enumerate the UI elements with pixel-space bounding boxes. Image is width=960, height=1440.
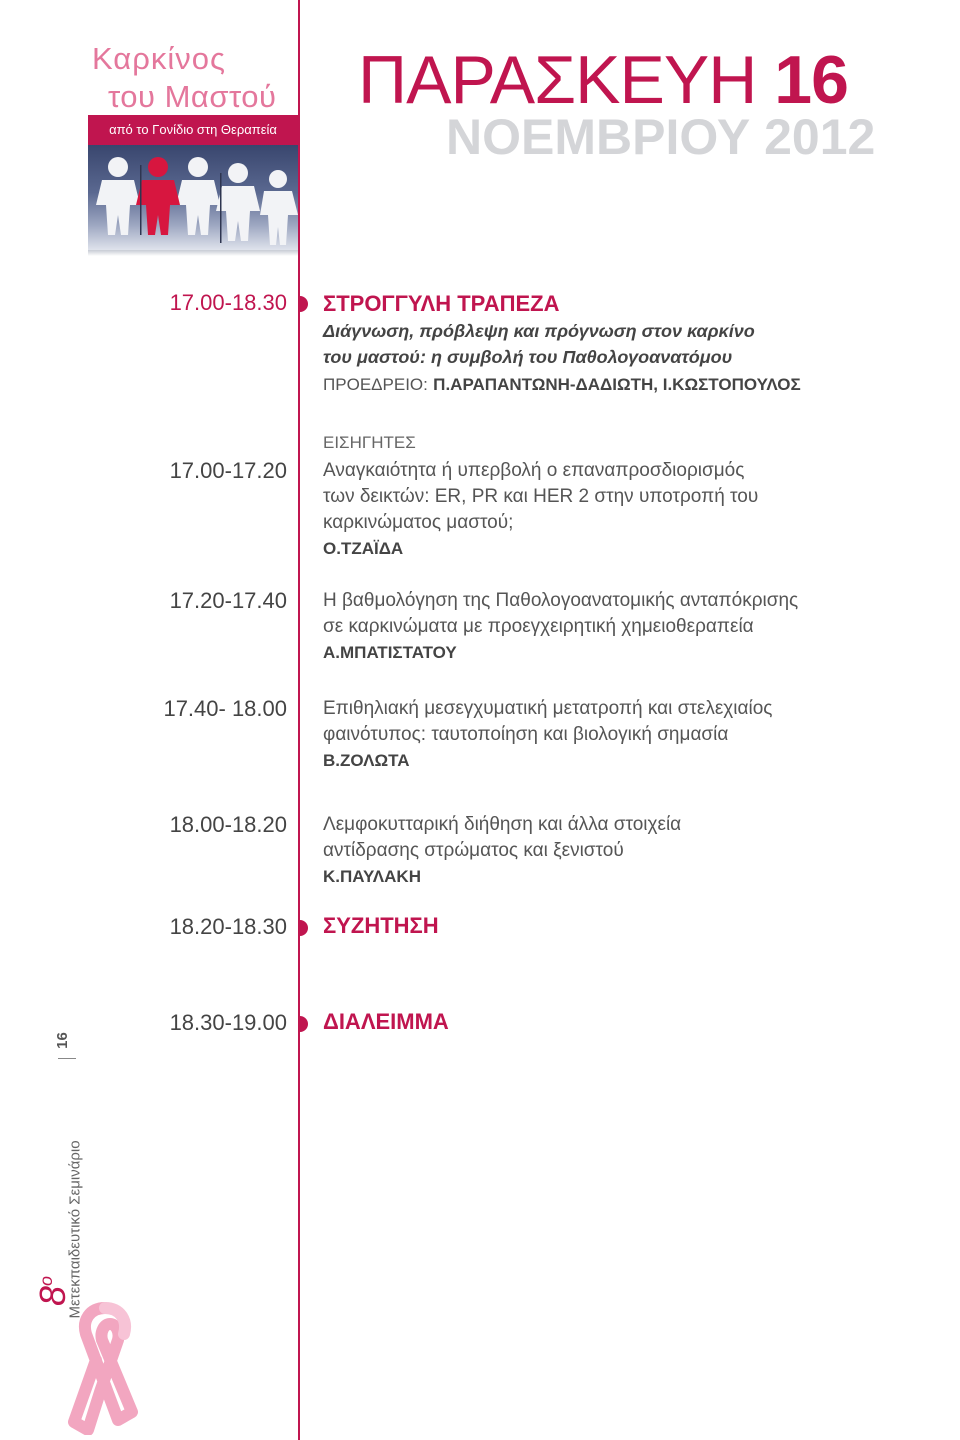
break-title: ΔΙΑΛΕΙΜΜΑ (323, 1009, 449, 1034)
talk-time: 17.40- 18.00 (163, 696, 287, 721)
session-title: ΣΤΡΟΓΓΥΛΗ ΤΡΑΠΕΖΑ (323, 291, 560, 316)
chair-row (323, 372, 933, 398)
page-number: 16 (53, 1032, 71, 1049)
logo-paper-dolls-image (88, 145, 298, 250)
discussion-title: ΣΥΖΗΤΗΣΗ (323, 913, 439, 938)
talk-line: Λεμφοκυτταρική διήθηση και άλλα στοιχεία (323, 814, 682, 835)
paper-dolls-icon (88, 145, 298, 250)
page-title-month: ΝΟΕΜΒΡΙΟΥ 2012 (446, 109, 876, 165)
talk-time: 17.20-17.40 (169, 588, 287, 613)
break-bullet (300, 1016, 308, 1032)
talk-item (323, 696, 933, 774)
session-time: 17.00-18.30 (169, 290, 287, 315)
discussion-time: 18.20-18.30 (169, 914, 287, 939)
break-time: 18.30-19.00 (169, 1010, 287, 1035)
logo-title (92, 40, 292, 116)
seminar-label: Μετεκπαιδευτικό Σεμινάριο (66, 1140, 84, 1319)
edition-digit: 8 (32, 1285, 74, 1307)
discussion-block (323, 912, 933, 940)
session-block (323, 290, 933, 398)
break-block (323, 1008, 933, 1036)
logo-shadow (88, 250, 298, 256)
day-word: ΠΑΡΑΣΚΕΥΗ (358, 42, 757, 118)
talk-line: φαινότυπος: ταυτοποίηση και βιολογική σημασία (323, 724, 729, 745)
talk-item (323, 588, 933, 666)
talk-line: των δεικτών: ER, PR και HER 2 στην υποτροπή του (323, 486, 759, 507)
pink-ribbon-icon (60, 1300, 150, 1435)
talk-line: Αναγκαιότητα ή υπερβολή ο επαναπροσδιορισμός (323, 460, 745, 481)
edition-suffix: ο (36, 1275, 57, 1286)
talk-author: Α.ΜΠΑΤΙΣΤΑΤΟΥ (323, 643, 457, 662)
session-bullet (300, 296, 308, 312)
talk-line: αντίδρασης στρώματος και ξενιστού (323, 840, 624, 861)
talk-author: Ο.ΤΖΑΪΔΑ (323, 539, 404, 558)
talk-author: Β.ΖΟΛΩΤΑ (323, 751, 410, 770)
discussion-bullet (300, 920, 308, 936)
logo-line2: του Μαστού (108, 79, 277, 114)
talk-item (323, 458, 933, 562)
day-number: 16 (774, 42, 848, 118)
session-subtitle-line1: Διάγνωση, πρόβλεψη και πρόγνωση στον καρκίνο (323, 321, 755, 341)
talk-time: 18.00-18.20 (169, 812, 287, 837)
talk-author: Κ.ΠΑΥΛΑΚΗ (323, 867, 421, 886)
talk-line: σε καρκινώματα με προεγχειρητική χημειοθεραπεία (323, 616, 754, 637)
talk-line: Επιθηλιακή μεσεγχυματική μετατροπή και στελεχιαίος (323, 698, 773, 719)
talk-line: καρκινώματος μαστού; (323, 512, 514, 533)
talk-time: 17.00-17.20 (169, 458, 287, 483)
talk-line: Η βαθμολόγηση της Παθολογοανατομικής ανταπόκρισης (323, 590, 799, 611)
session-subtitle-line2: του μαστού: η συμβολή του Παθολογοανατόμου (323, 347, 733, 367)
chair-label: ΠΡΟΕΔΡΕΙΟ: (323, 375, 428, 394)
chair-names: Π.ΑΡΑΠΑΝΤΩΝΗ-ΔΑΔΙΩΤΗ, Ι.ΚΩΣΤΟΠΟΥΛΟΣ (433, 375, 801, 394)
logo-band: από το Γονίδιο στη Θεραπεία (88, 115, 298, 145)
speakers-label: ΕΙΣΗΓΗΤΕΣ (323, 433, 416, 452)
timeline-divider (298, 0, 300, 1440)
speakers-label-block (323, 430, 933, 456)
talk-item (323, 812, 933, 890)
logo-line1: Καρκίνος (92, 41, 226, 76)
